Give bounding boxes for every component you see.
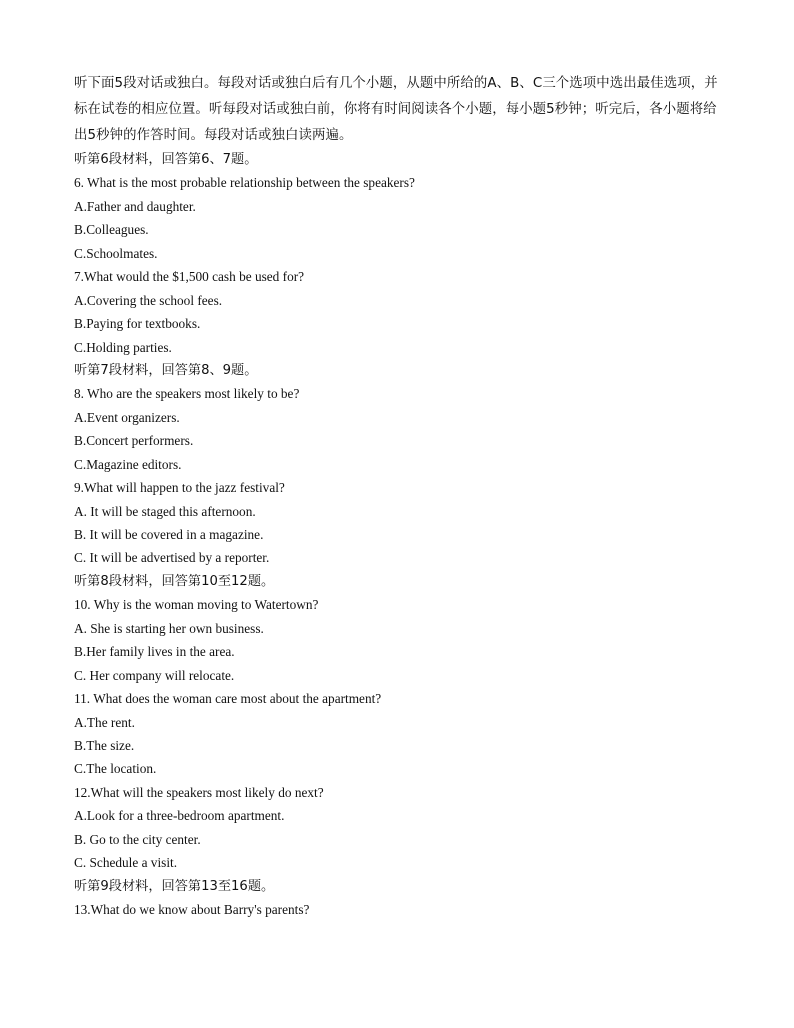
answer-option: B.Paying for textbooks. (74, 316, 201, 332)
question-stem: 12.What will the speakers most likely do next? (74, 784, 324, 800)
question-stem: 10. Why is the woman moving to Watertown? (74, 597, 319, 613)
answer-option: C.The location. (74, 761, 157, 777)
answer-option: B. Go to the city center. (74, 831, 201, 847)
answer-option: C.Schoolmates. (74, 245, 158, 261)
question-stem: 6. What is the most probable relationship between the speakers? (74, 175, 415, 191)
answer-option: A.Father and daughter. (74, 198, 196, 214)
question-stem: 7.What would the $1,500 cash be used for? (74, 269, 305, 285)
answer-option: B.Her family lives in the area. (74, 644, 235, 660)
answer-option: C.Holding parties. (74, 339, 172, 355)
answer-option: B.Colleagues. (74, 222, 149, 238)
question-list (74, 148, 724, 921)
answer-option: A.Covering the school fees. (74, 292, 223, 308)
answer-option: B.The size. (74, 737, 135, 753)
answer-option: C. It will be advertised by a reporter. (74, 550, 270, 566)
question-stem: 11. What does the woman care most about the apartment? (74, 691, 382, 707)
answer-option: A.Event organizers. (74, 409, 180, 425)
section-heading: 听第6段材料，回答第6、7题。 (74, 152, 258, 167)
section-heading: 听第9段材料，回答第13至16题。 (74, 878, 275, 894)
answer-option: A. She is starting her own business. (74, 620, 264, 636)
question-stem: 9.What will happen to the jazz festival? (74, 480, 285, 496)
answer-option: C. Her company will relocate. (74, 667, 235, 683)
answer-option: A. It will be staged this afternoon. (74, 503, 256, 519)
answer-option: A.Look for a three-bedroom apartment. (74, 808, 285, 824)
section-heading: 听第8段材料，回答第10至12题。 (74, 573, 275, 589)
answer-option: B. It will be covered in a magazine. (74, 527, 264, 542)
answer-option: C. Schedule a visit. (74, 855, 178, 871)
answer-option: B.Concert performers. (74, 433, 194, 449)
instructions-paragraph: 听下面5段对话或独白。每段对话或独白后有几个小题，从题中所给的A、B、C三个选项中选出最佳选项，并标在试卷的相应位置。听每段对话或独白前，你将有时间阅读各个小题，每小题5秒钟；听完后，各小题将给出5秒钟的作答时间。每段对话或独白读两遍。 (74, 76, 718, 143)
question-stem: 13.What do we know about Barry's parents? (74, 902, 310, 917)
section-heading: 听第7段材料，回答第8、9题。 (74, 362, 258, 378)
answer-option: C.Magazine editors. (74, 456, 182, 472)
question-stem: 8. Who are the speakers most likely to be? (74, 386, 300, 402)
answer-option: A.The rent. (74, 714, 135, 730)
